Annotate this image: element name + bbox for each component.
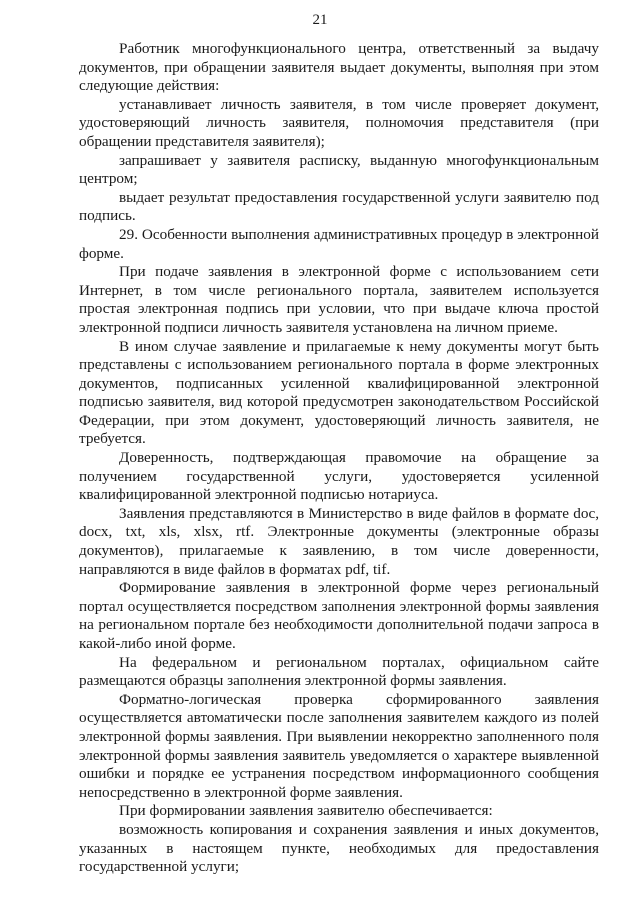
paragraph-1: Работник многофункционального центра, ответственный за выдачу документов, при обращении заявителя выдает документы, выполняя при этом следующие действия:: [79, 40, 599, 95]
paragraph-8: Доверенность, подтверждающая правомочие на обращение за получением государственной услуги, удостоверяется усиленной квалифицированной электронной подписью нотариуса.: [79, 449, 599, 504]
paragraph-14: возможность копирования и сохранения заявления и иных документов, указанных в настоящем пункте, необходимых для предоставления государственной услуги;: [79, 820, 599, 876]
paragraph-4: выдает результат предоставления государственной услуги заявителю под подпись.: [79, 188, 599, 225]
paragraph-2: устанавливает личность заявителя, в том числе проверяет документ, удостоверяющий личность заявителя, полномочия представителя (при обращении представителя заявителя);: [79, 95, 599, 150]
paragraph-13: При формировании заявления заявителю обеспечивается:: [119, 802, 493, 820]
paragraph-5: 29. Особенности выполнения административных процедур в электронной форме.: [79, 225, 599, 262]
paragraph-6: При подаче заявления в электронной форме с использованием сети Интернет, в том числе регионального портала, заявителем используется простая электронная подпись при условии, что при выдаче ключа простой электронной подписи личность заявителя установлена на личном приеме.: [79, 263, 599, 336]
paragraph-3: запрашивает у заявителя расписку, выданную многофункциональным центром;: [79, 151, 599, 188]
paragraph-12: Форматно-логическая проверка сформированного заявления осуществляется автоматически после заполнения заявителем каждого из полей электронной формы заявления. При выявлении некорректно заполненного поля электронной формы заявления заявитель уведомляется о характере выявленной ошибки и порядке ее устранения посредством информационного сообщения непосредственно в электронной форме заявления.: [79, 690, 599, 801]
paragraph-10: Формирование заявления в электронной форме через региональный портал осуществляется посредством заполнения электронной формы заявления на региональном портале без необходимости дополнительной подачи запроса в какой-либо иной форме.: [79, 579, 599, 652]
page-number: 21: [312, 12, 328, 28]
paragraph-11: На федеральном и региональном порталах, официальном сайте размещаются образцы заполнения электронной формы заявления.: [79, 653, 599, 690]
paragraph-7: В ином случае заявление и прилагаемые к нему документы могут быть представлены с использованием регионального портала в форме электронных документов, подписанных усиленной квалифицированной электронной подписью заявителя, вид которой предусмотрен законодательством Российской Федерации, при этом документ, удостоверяющий личность заявителя, не требуется.: [79, 337, 599, 448]
paragraph-9: Заявления представляются в Министерство в виде файлов в формате doc, docx, txt, xls, xlsx, rtf. Электронные документы (электронные образы документов), прилагаемые к заявлению, в том числе доверенности, направляются в виде файлов в форматах pdf, tif.: [79, 504, 599, 578]
document-body: [79, 40, 599, 877]
